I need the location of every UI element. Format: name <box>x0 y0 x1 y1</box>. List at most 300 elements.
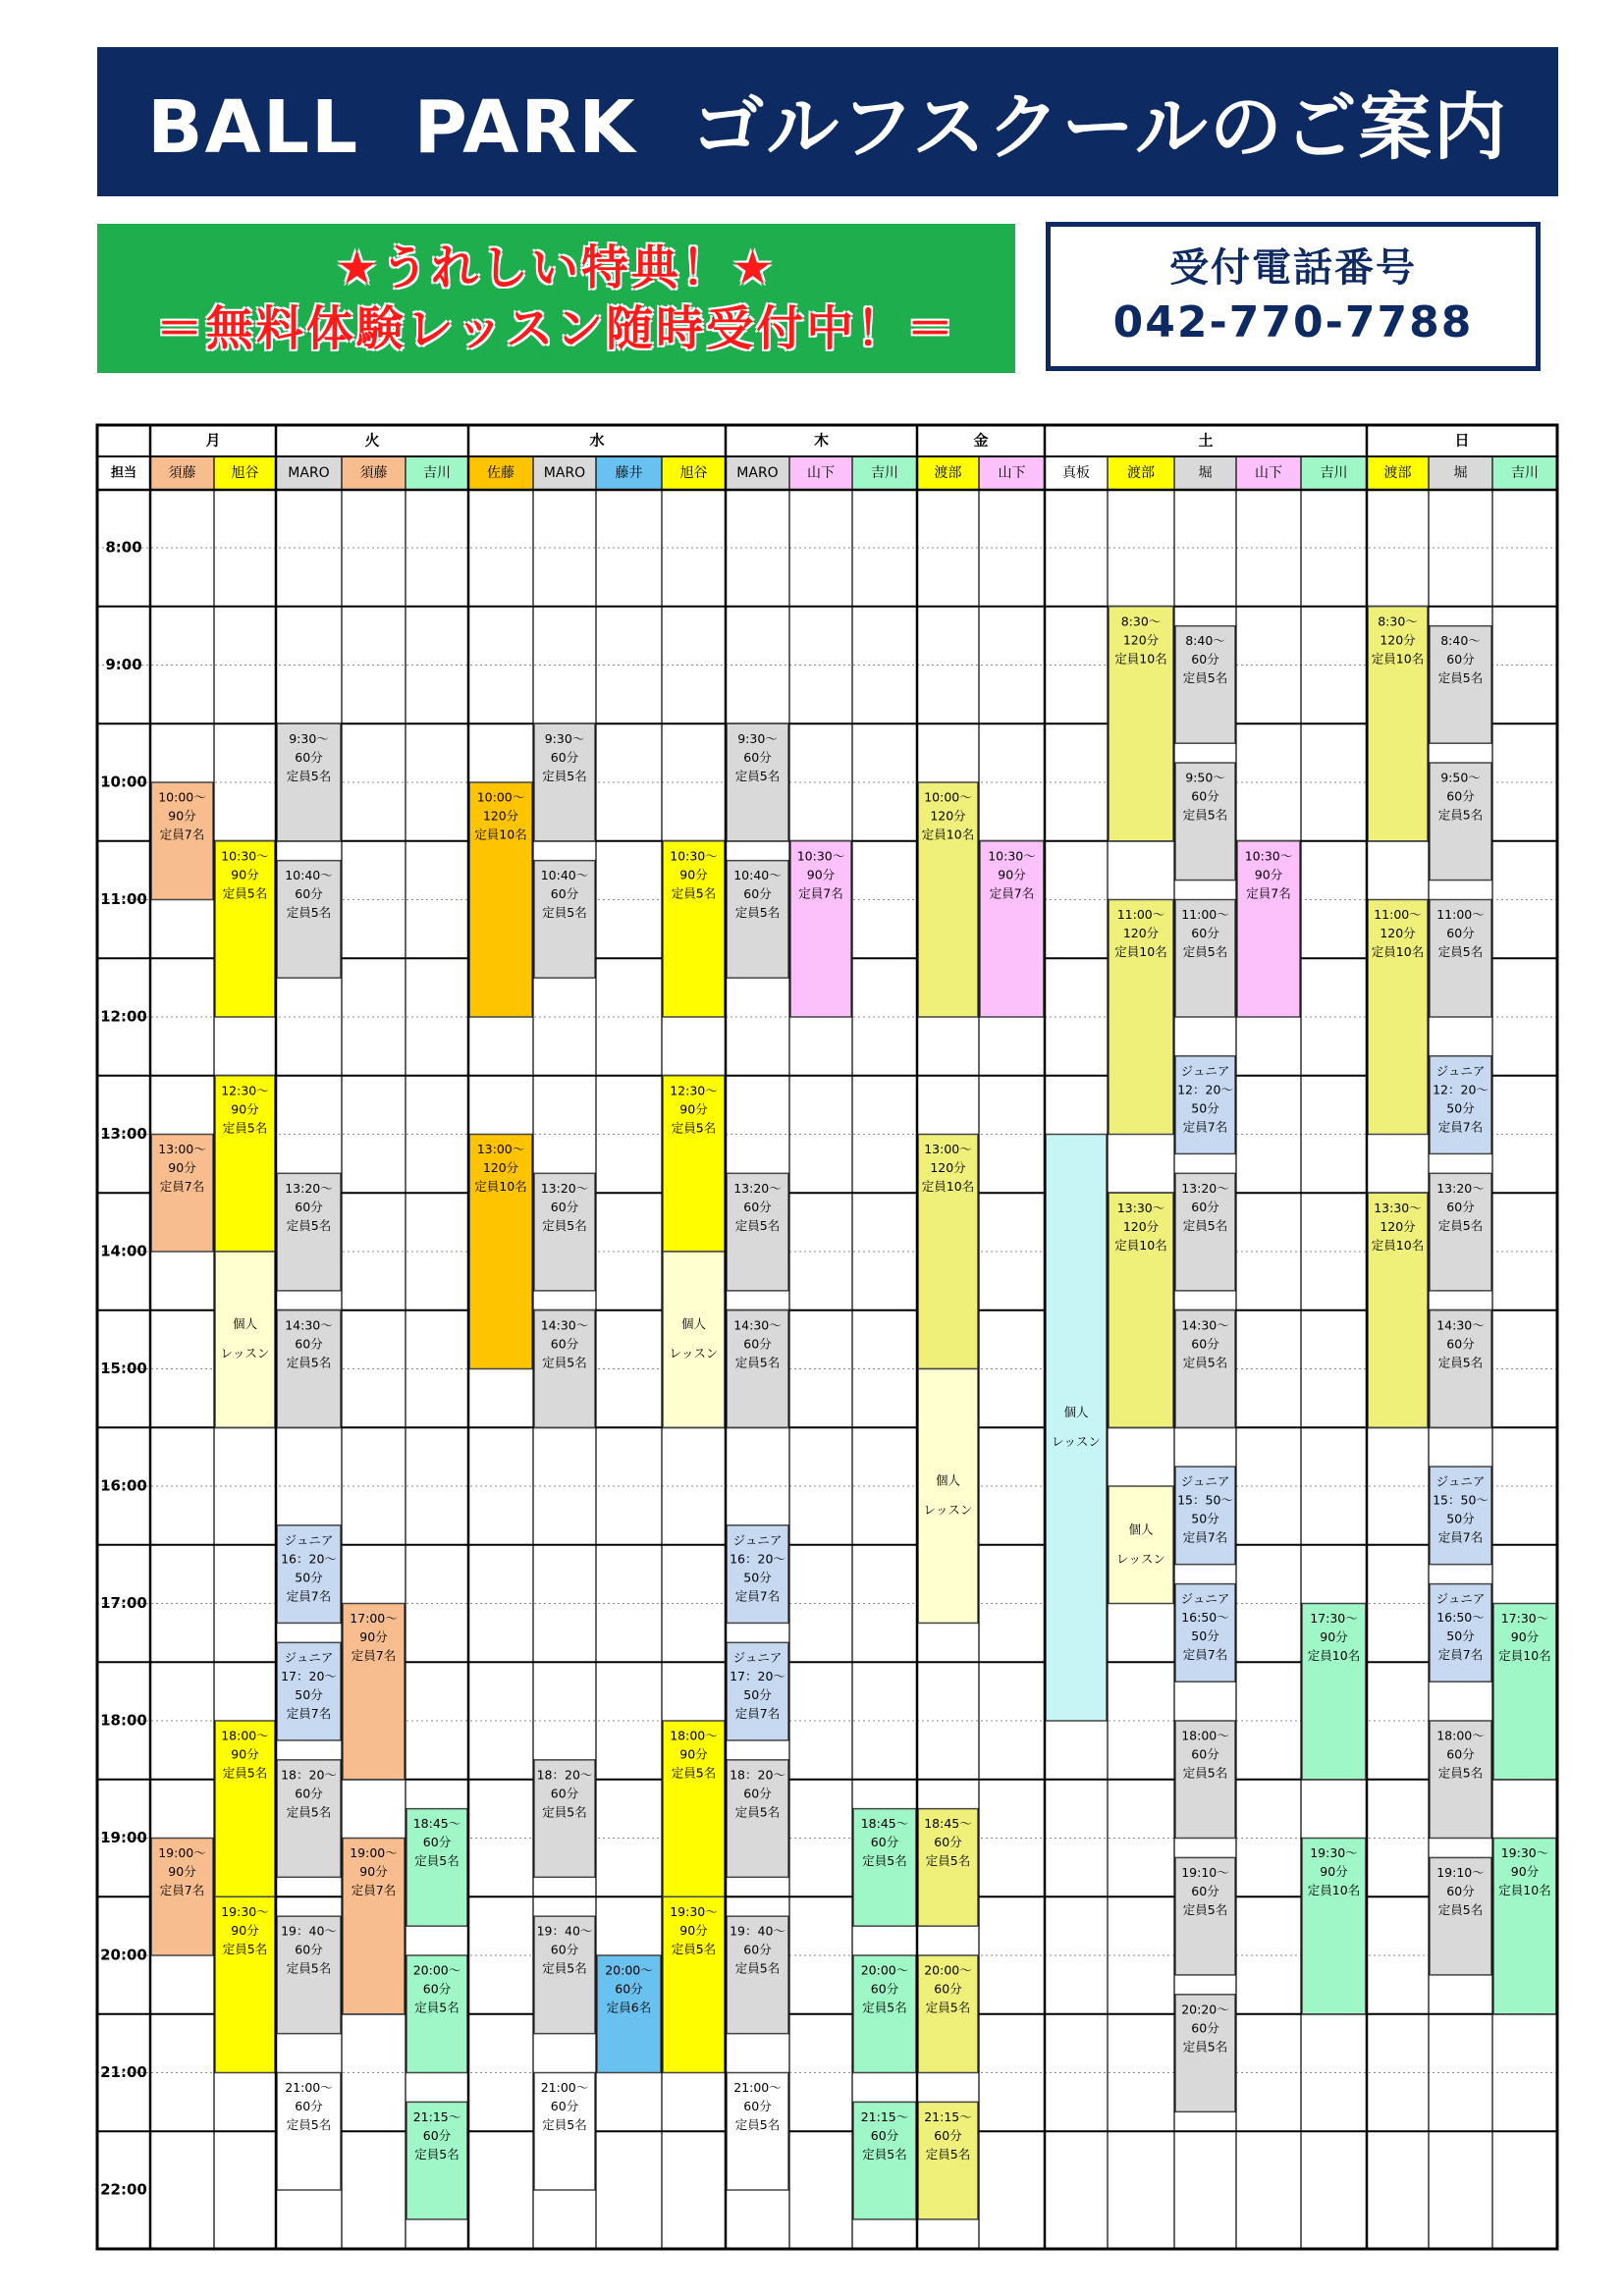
lesson-block[interactable] <box>1175 626 1235 744</box>
lesson-text: 90分 <box>359 1864 388 1879</box>
lesson-text: ジュニア <box>284 1649 334 1665</box>
lesson-text: 9:30～ <box>544 730 585 746</box>
lesson-text: 19：40～ <box>536 1923 593 1939</box>
lesson-text: 定員10名 <box>474 1179 527 1194</box>
lesson-text: 11:00～ <box>1116 907 1165 922</box>
lesson-text: 定員7名 <box>734 1705 781 1721</box>
lesson-text: 17:30～ <box>1310 1611 1358 1626</box>
lesson-block[interactable] <box>1430 1173 1491 1291</box>
lesson-text: 14:30～ <box>1181 1317 1229 1333</box>
lesson-block[interactable] <box>727 1760 788 1878</box>
lesson-block[interactable] <box>1368 607 1428 841</box>
lesson-block[interactable] <box>1430 626 1491 744</box>
lesson-text: 定員5名 <box>671 1120 717 1136</box>
lesson-text: 個人 <box>1063 1404 1089 1419</box>
lesson-text: 13:20～ <box>1181 1180 1229 1196</box>
lesson-block[interactable] <box>1175 1857 1235 1975</box>
lesson-text: レッスン <box>1052 1433 1101 1449</box>
lesson-block[interactable] <box>1175 1310 1235 1428</box>
lesson-text: 17：20～ <box>730 1668 785 1683</box>
lesson-text: 定員5名 <box>1182 944 1228 959</box>
lesson-text: 60分 <box>1446 652 1475 667</box>
lesson-text: 90分 <box>806 867 836 882</box>
lesson-text: 12:30～ <box>670 1083 718 1098</box>
lesson-text: 定員7名 <box>1437 1529 1484 1545</box>
lesson-block[interactable] <box>727 1916 788 2033</box>
phone-number[interactable]: 042-770-7788 <box>1112 297 1474 347</box>
lesson-text: 定員5名 <box>1437 670 1484 686</box>
lesson-block-bg <box>215 1252 275 1427</box>
lesson-text: 定員5名 <box>1437 1765 1484 1781</box>
lesson-block[interactable] <box>406 1955 467 2073</box>
lesson-text: 19:30～ <box>670 1903 718 1919</box>
lesson-text: 50分 <box>1446 1100 1475 1116</box>
promo-headline: ★うれしい特典！★ <box>335 240 778 295</box>
lesson-text: 10:30～ <box>796 848 845 864</box>
lesson-text: 50分 <box>743 1686 772 1702</box>
lesson-text: 定員5名 <box>1182 1901 1228 1917</box>
lesson-text: 定員5名 <box>1182 1355 1228 1370</box>
lesson-text: 定員5名 <box>542 1960 587 1976</box>
lesson-text: 定員5名 <box>286 1960 332 1976</box>
time-label-14:00: 14:00 <box>100 1242 147 1260</box>
lesson-text: 60分 <box>295 886 323 902</box>
lesson-text: 9:30～ <box>737 730 778 746</box>
lesson-text: 60分 <box>1191 926 1219 940</box>
lesson-text: 21:00～ <box>285 2080 333 2095</box>
lesson-block[interactable] <box>1175 1173 1235 1291</box>
lesson-text: 18：20～ <box>281 1767 337 1783</box>
lesson-block[interactable] <box>343 1604 405 1780</box>
time-label-18:00: 18:00 <box>100 1711 147 1730</box>
lesson-text: 20:00～ <box>924 1962 972 1978</box>
lesson-block[interactable] <box>1175 1056 1235 1154</box>
lesson-text: 定員5名 <box>286 768 332 783</box>
lesson-text: 定員5名 <box>222 885 268 901</box>
lesson-block[interactable] <box>1175 1467 1235 1565</box>
lesson-text: 20:00～ <box>860 1962 909 1978</box>
lesson-text: 16:50～ <box>1436 1610 1485 1626</box>
lesson-text: 60分 <box>1191 1336 1219 1352</box>
lesson-text: 定員10名 <box>1371 944 1425 959</box>
lesson-text: 20:20～ <box>1181 2002 1229 2017</box>
lesson-text: 定員5名 <box>542 768 587 783</box>
lesson-block[interactable] <box>1430 1584 1491 1682</box>
lesson-text: 定員7名 <box>1437 1119 1484 1135</box>
lesson-text: 19:30～ <box>1500 1845 1549 1860</box>
lesson-text: 14:30～ <box>1436 1317 1485 1333</box>
lesson-block[interactable] <box>727 2073 788 2191</box>
lesson-block[interactable] <box>918 1809 978 1927</box>
lesson-text: 定員10名 <box>1498 1648 1551 1663</box>
lesson-text: 19:10～ <box>1181 1864 1229 1880</box>
lesson-text: 60分 <box>550 1336 579 1352</box>
phone-label: 受付電話番号 <box>1169 245 1417 291</box>
lesson-text: 定員7名 <box>351 1883 397 1897</box>
lesson-block[interactable] <box>727 1525 788 1624</box>
lesson-block[interactable] <box>663 841 725 1017</box>
lesson-text: 21:15～ <box>860 2109 909 2124</box>
lesson-text: 18:00～ <box>221 1728 269 1743</box>
lesson-text: 60分 <box>934 1835 962 1850</box>
lesson-block[interactable] <box>663 1076 725 1252</box>
lesson-block[interactable] <box>151 1839 213 1956</box>
lesson-text: レッスン <box>669 1346 719 1362</box>
lesson-text: 18:00～ <box>1436 1728 1485 1743</box>
instructor-name-7: 藤井 <box>615 465 643 481</box>
lesson-text: 60分 <box>1191 1746 1219 1762</box>
lesson-text: 120分 <box>1122 926 1160 940</box>
instructor-name-4: 吉川 <box>423 465 451 481</box>
lesson-text: 10:30～ <box>221 848 269 864</box>
instructor-name-14: 真板 <box>1062 465 1090 481</box>
lesson-block[interactable] <box>1302 1604 1366 1780</box>
lesson-text: 18:45～ <box>924 1816 972 1832</box>
lesson-block[interactable] <box>1175 1721 1235 1839</box>
lesson-block[interactable] <box>918 1955 978 2073</box>
lesson-block[interactable] <box>1430 763 1491 881</box>
lesson-text: 60分 <box>870 1835 899 1850</box>
lesson-text: 60分 <box>870 1981 899 1997</box>
lesson-text: 60分 <box>295 749 323 765</box>
lesson-text: 90分 <box>1320 1864 1348 1879</box>
lesson-text: 14:30～ <box>733 1317 782 1333</box>
lesson-block[interactable] <box>277 1642 341 1740</box>
lesson-block[interactable] <box>215 841 275 1017</box>
lesson-block[interactable] <box>215 1252 275 1427</box>
lesson-block[interactable] <box>1175 763 1235 881</box>
lesson-text: ジュニア <box>1435 1063 1486 1079</box>
lesson-text: 10:40～ <box>733 868 782 883</box>
lesson-block[interactable] <box>534 1760 595 1878</box>
lesson-text: 8:30～ <box>1378 614 1418 629</box>
lesson-text: 18：20～ <box>536 1767 593 1783</box>
lesson-block[interactable] <box>277 1173 341 1291</box>
lesson-text: 90分 <box>168 1160 196 1175</box>
lesson-text: 定員7名 <box>159 1883 205 1897</box>
instructor-name-0: 須藤 <box>168 465 196 481</box>
lesson-text: 定員7名 <box>734 1588 781 1604</box>
lesson-text: 定員5名 <box>671 1765 717 1781</box>
lesson-text: 定員5名 <box>542 1804 587 1820</box>
lesson-text: 20:00～ <box>605 1962 653 1978</box>
lesson-block[interactable] <box>406 1809 467 1927</box>
lesson-block[interactable] <box>980 841 1044 1017</box>
lesson-text: 定員5名 <box>414 2146 460 2162</box>
lesson-text: 定員7名 <box>1182 1529 1228 1545</box>
lesson-text: 定員10名 <box>1371 1237 1425 1253</box>
time-label-8:00: 8:00 <box>105 538 142 557</box>
instructor-name-19: 渡部 <box>1383 465 1412 481</box>
lesson-block[interactable] <box>1175 1995 1235 2112</box>
instructor-name-2: MARO <box>288 465 330 481</box>
lesson-text: 9:50～ <box>1440 770 1481 785</box>
lesson-block[interactable] <box>663 1721 725 1896</box>
time-label-12:00: 12:00 <box>100 1007 147 1026</box>
time-label-10:00: 10:00 <box>100 773 147 791</box>
lesson-text: 10:40～ <box>285 868 333 883</box>
lesson-text: 60分 <box>615 1981 643 1997</box>
lesson-block[interactable] <box>534 723 595 841</box>
lesson-text: 60分 <box>1446 1199 1475 1214</box>
lesson-text: 90分 <box>1510 1629 1540 1644</box>
lesson-text: 定員10名 <box>1307 1883 1361 1897</box>
lesson-text: 定員5名 <box>542 1355 587 1370</box>
lesson-text: 21:15～ <box>924 2109 972 2124</box>
lesson-text: 定員10名 <box>1498 1883 1551 1897</box>
lesson-text: 17:00～ <box>350 1611 398 1626</box>
lesson-text: 定員5名 <box>734 768 781 783</box>
lesson-block[interactable] <box>215 1896 275 2072</box>
lesson-text: 120分 <box>1380 1218 1416 1234</box>
lesson-text: 19:30～ <box>1310 1845 1358 1860</box>
lesson-block[interactable] <box>1237 841 1300 1017</box>
instructor-name-6: MARO <box>543 465 586 481</box>
lesson-block[interactable] <box>406 2102 467 2219</box>
lesson-text: 定員5名 <box>414 1853 460 1869</box>
lesson-block[interactable] <box>277 861 341 979</box>
lesson-text: 17:30～ <box>1500 1611 1549 1626</box>
lesson-block[interactable] <box>534 861 595 979</box>
lesson-text: 50分 <box>743 1570 772 1585</box>
lesson-text: 定員6名 <box>606 2000 652 2015</box>
lesson-text: 90分 <box>231 1101 259 1117</box>
lesson-text: 定員5名 <box>222 1941 268 1956</box>
lesson-text: 60分 <box>550 1942 579 1957</box>
lesson-text: 16：20～ <box>730 1551 785 1567</box>
lesson-block[interactable] <box>534 1916 595 2033</box>
lesson-block[interactable] <box>215 1076 275 1252</box>
lesson-text: 60分 <box>743 886 772 902</box>
lesson-block[interactable] <box>343 1839 405 2014</box>
lesson-text: 定員10名 <box>1371 651 1425 667</box>
instructor-name-9: MARO <box>736 465 779 481</box>
lesson-block[interactable] <box>727 1642 788 1740</box>
lesson-text: 10:00～ <box>158 789 206 805</box>
lesson-text: 10:30～ <box>1244 848 1293 864</box>
lesson-text: 定員5名 <box>862 1853 907 1869</box>
lesson-block[interactable] <box>1368 900 1428 1135</box>
lesson-text: 60分 <box>870 2127 899 2143</box>
lesson-block[interactable] <box>534 2073 595 2191</box>
lesson-text: 60分 <box>422 1981 452 1997</box>
instructor-header-label: 担当 <box>110 465 137 481</box>
lesson-block[interactable] <box>918 1369 978 1624</box>
day-header-5: 土 <box>1198 431 1214 450</box>
lesson-text: ジュニア <box>732 1649 783 1665</box>
lesson-text: 定員7名 <box>159 827 205 842</box>
instructor-name-21: 吉川 <box>1511 465 1539 481</box>
lesson-text: 15：50～ <box>1433 1492 1489 1508</box>
lesson-text: 90分 <box>168 1864 196 1879</box>
lesson-block[interactable] <box>1109 900 1173 1135</box>
lesson-text: 50分 <box>295 1686 323 1702</box>
lesson-block[interactable] <box>151 1135 213 1253</box>
lesson-text: 定員10名 <box>1114 651 1167 667</box>
lesson-text: 60分 <box>295 1199 323 1214</box>
lesson-block[interactable] <box>918 2102 978 2219</box>
lesson-text: 50分 <box>1191 1100 1219 1116</box>
lesson-text: 60分 <box>1191 788 1219 804</box>
lesson-text: 定員5名 <box>734 1355 781 1370</box>
lesson-block[interactable] <box>1430 1056 1491 1154</box>
lesson-block[interactable] <box>663 1252 725 1427</box>
lesson-block[interactable] <box>853 2102 916 2219</box>
lesson-block[interactable] <box>1109 1486 1173 1604</box>
lesson-text: 120分 <box>1380 926 1416 940</box>
lesson-text: 19:00～ <box>158 1845 206 1860</box>
lesson-block[interactable] <box>1175 1584 1235 1682</box>
lesson-text: 90分 <box>679 1746 708 1762</box>
lesson-text: 定員10名 <box>1114 944 1167 959</box>
lesson-text: 定員5名 <box>671 1941 717 1956</box>
day-header-0: 月 <box>205 431 221 450</box>
lesson-text: 定員5名 <box>1437 1901 1484 1917</box>
lesson-text: 9:50～ <box>1185 770 1225 785</box>
lesson-block[interactable] <box>1493 1839 1556 2014</box>
lesson-block[interactable] <box>1430 1721 1491 1839</box>
page-title: BALL PARK ゴルフスクールのご案内 <box>147 85 1508 170</box>
lesson-block[interactable] <box>1302 1839 1366 2014</box>
lesson-text: 定員5名 <box>734 1960 781 1976</box>
lesson-text: 13:00～ <box>158 1142 206 1156</box>
lesson-text: 20:00～ <box>412 1962 461 1978</box>
lesson-text: 60分 <box>743 749 772 765</box>
lesson-text: 8:40～ <box>1185 633 1225 649</box>
lesson-block[interactable] <box>1430 900 1491 1018</box>
lesson-block[interactable] <box>1109 1193 1173 1427</box>
lesson-text: 定員7名 <box>286 1705 332 1721</box>
lesson-block[interactable] <box>277 1310 341 1428</box>
lesson-text: 60分 <box>295 1336 323 1352</box>
lesson-block[interactable] <box>1430 1310 1491 1428</box>
lesson-block[interactable] <box>1430 1467 1491 1565</box>
lesson-block[interactable] <box>534 1173 595 1291</box>
lesson-block[interactable] <box>534 1310 595 1428</box>
lesson-text: ジュニア <box>284 1532 334 1548</box>
lesson-block[interactable] <box>918 1135 978 1369</box>
lesson-text: 60分 <box>295 2099 323 2113</box>
lesson-text: 60分 <box>422 1835 452 1850</box>
lesson-text: 10:00～ <box>924 789 972 805</box>
lesson-block[interactable] <box>277 1760 341 1878</box>
lesson-text: 21:15～ <box>412 2109 461 2124</box>
lesson-text: 8:40～ <box>1440 633 1481 649</box>
lesson-text: 個人 <box>680 1316 707 1332</box>
lesson-block[interactable] <box>277 723 341 841</box>
lesson-text: 定員5名 <box>286 1355 332 1370</box>
lesson-text: 21:00～ <box>733 2080 782 2095</box>
lesson-text: 定員7名 <box>351 1648 397 1663</box>
lesson-text: 定員5名 <box>1437 1355 1484 1370</box>
lesson-block[interactable] <box>663 1896 725 2072</box>
lesson-block[interactable] <box>1368 1193 1428 1427</box>
lesson-text: 60分 <box>295 1786 323 1801</box>
lesson-text: 定員5名 <box>1437 944 1484 959</box>
lesson-block-bg <box>1109 1486 1173 1604</box>
time-label-21:00: 21:00 <box>100 2063 147 2081</box>
lesson-text: 60分 <box>1446 926 1475 940</box>
lesson-block[interactable] <box>790 841 851 1017</box>
lesson-block[interactable] <box>727 723 788 841</box>
lesson-block[interactable] <box>277 1916 341 2033</box>
lesson-block[interactable] <box>727 861 788 979</box>
lesson-block[interactable] <box>597 1955 661 2073</box>
lesson-text: 120分 <box>482 1160 519 1175</box>
lesson-text: 60分 <box>1446 1883 1475 1898</box>
lesson-block[interactable] <box>727 1310 788 1428</box>
lesson-block[interactable] <box>853 1809 916 1927</box>
lesson-text: 21:00～ <box>540 2080 589 2095</box>
time-label-13:00: 13:00 <box>100 1125 147 1143</box>
lesson-text: 定員10名 <box>921 1179 975 1194</box>
lesson-text: 11:00～ <box>1181 907 1229 922</box>
lesson-block[interactable] <box>1175 900 1235 1018</box>
lesson-text: 16：20～ <box>281 1551 337 1567</box>
lesson-text: 定員5名 <box>862 2146 907 2162</box>
lesson-text: 17：20～ <box>281 1668 337 1683</box>
lesson-text: 60分 <box>550 1786 579 1801</box>
lesson-block[interactable] <box>469 1135 532 1369</box>
lesson-text: 定員5名 <box>542 1217 587 1233</box>
lesson-block[interactable] <box>1493 1604 1556 1780</box>
lesson-block[interactable] <box>469 782 532 1017</box>
lesson-block[interactable] <box>727 1173 788 1291</box>
lesson-text: 60分 <box>422 2127 452 2143</box>
lesson-text: 90分 <box>998 867 1026 882</box>
lesson-text: 120分 <box>1122 1218 1160 1234</box>
lesson-text: 18:00～ <box>670 1728 718 1743</box>
lesson-block[interactable] <box>151 782 213 900</box>
time-label-22:00: 22:00 <box>100 2180 147 2199</box>
instructor-name-1: 旭谷 <box>231 465 259 481</box>
lesson-text: 定員5名 <box>1182 807 1228 823</box>
lesson-text: 60分 <box>550 1199 579 1214</box>
lesson-block[interactable] <box>277 1525 341 1624</box>
lesson-block[interactable] <box>853 1955 916 2073</box>
lesson-text: 定員5名 <box>925 1853 971 1869</box>
lesson-block[interactable] <box>1109 607 1173 841</box>
lesson-text: 19：40～ <box>730 1923 785 1939</box>
lesson-block[interactable] <box>277 2073 341 2191</box>
lesson-block[interactable] <box>215 1721 275 1896</box>
lesson-text: 19：40～ <box>281 1923 337 1939</box>
lesson-text: ジュニア <box>1180 1591 1230 1607</box>
lesson-text: 60分 <box>550 886 579 902</box>
lesson-text: ジュニア <box>1180 1473 1230 1489</box>
lesson-text: 10:30～ <box>670 848 718 864</box>
time-label-20:00: 20:00 <box>100 1946 147 1964</box>
day-header-3: 木 <box>813 431 830 450</box>
lesson-block[interactable] <box>1430 1857 1491 1975</box>
lesson-text: 10:30～ <box>988 848 1036 864</box>
lesson-text: 60分 <box>295 1942 323 1957</box>
lesson-text: 60分 <box>1191 652 1219 667</box>
lesson-text: 15：50～ <box>1177 1492 1233 1508</box>
lesson-text: 120分 <box>482 808 519 824</box>
lesson-text: 定員5名 <box>222 1765 268 1781</box>
time-label-15:00: 15:00 <box>100 1360 147 1377</box>
lesson-text: 60分 <box>743 2099 772 2113</box>
lesson-block[interactable] <box>918 782 978 1017</box>
lesson-text: レッスン <box>1116 1551 1165 1567</box>
lesson-text: 90分 <box>1510 1864 1540 1879</box>
lesson-text: 個人 <box>232 1316 258 1332</box>
lesson-text: 定員5名 <box>286 905 332 921</box>
lesson-text: 定員5名 <box>542 2117 587 2132</box>
lesson-block[interactable] <box>1046 1135 1107 1722</box>
instructor-name-10: 山下 <box>807 465 835 481</box>
